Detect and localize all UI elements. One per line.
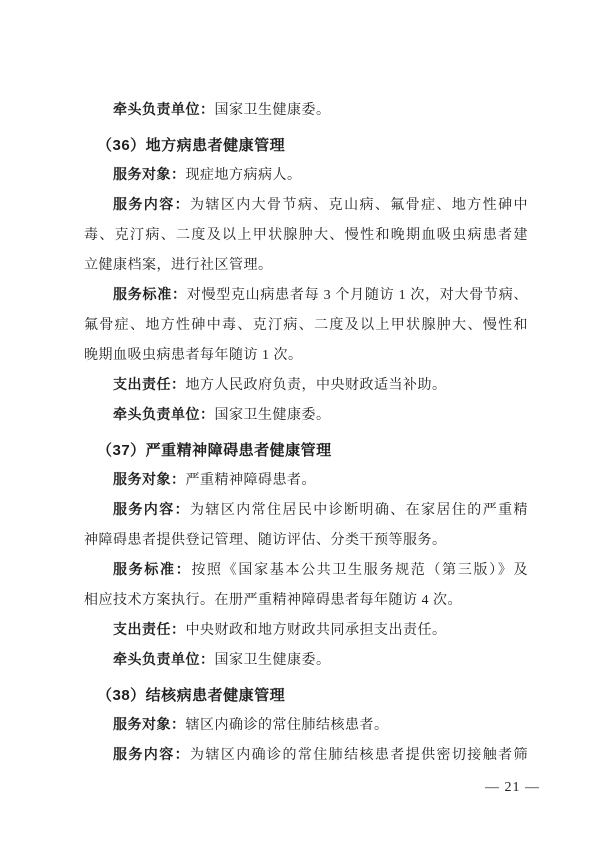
line-text: 现症地方病病人。: [185, 168, 302, 183]
text-line: [84, 586, 528, 616]
field-label: 服务标准：: [113, 288, 187, 303]
line-text: 严重精神障碍患者。: [185, 473, 316, 488]
text-line: [84, 161, 528, 191]
line-text: 为辖区内常住居民中诊断明确、在家居住的严重精: [190, 503, 529, 518]
field-label: 牵头负责单位：: [113, 653, 215, 668]
field-label: 支出责任：: [113, 378, 186, 393]
section-heading-36: （36）地方病患者健康管理: [97, 137, 286, 154]
section-heading-38: （38）结核病患者健康管理: [97, 687, 286, 704]
text-line: [84, 466, 528, 496]
line-text: 氟骨症、地方性砷中毒、克汀病、二度及以上甲状腺肿大、慢性和: [84, 318, 528, 333]
document-body: [84, 96, 528, 771]
page-number: — 21 —: [485, 780, 540, 795]
line-text: 国家卫生健康委。: [214, 653, 331, 668]
text-line: [84, 646, 528, 676]
line-text: 立健康档案，进行社区管理。: [84, 258, 273, 273]
line-text: 地方人民政府负责，中央财政适当补助。: [185, 378, 447, 393]
field-label: 服务标准：: [113, 563, 192, 578]
line-text: 晚期血吸虫病患者每年随访 1 次。: [84, 348, 303, 363]
section-heading-37: （37）严重精神障碍患者健康管理: [97, 442, 332, 459]
line-text: 按照《国家基本公共卫生服务规范（第三版）》及: [191, 563, 529, 578]
text-line: [84, 616, 528, 646]
text-line: [84, 711, 528, 741]
field-label: 服务内容：: [113, 748, 191, 763]
text-line: [84, 191, 528, 221]
field-label: 服务内容：: [113, 198, 191, 213]
line-text: 辖区内确诊的常住肺结核患者。: [185, 718, 389, 733]
line-text: 神障碍患者提供登记管理、随访评估、分类干预等服务。: [84, 533, 447, 548]
text-line: [84, 311, 528, 341]
text-line: [84, 556, 528, 586]
text-line: [84, 281, 528, 311]
line-text: 中央财政和地方财政共同承担支出责任。: [185, 623, 447, 638]
text-line: [84, 341, 528, 371]
text-line: [84, 221, 528, 251]
field-label: 牵头负责单位：: [113, 103, 215, 118]
text-line: [84, 371, 528, 401]
text-line: [84, 96, 528, 126]
text-line: [84, 401, 528, 431]
line-text: 为辖区内大骨节病、克山病、氟骨症、地方性砷中: [190, 198, 529, 213]
text-line: [84, 251, 528, 281]
text-line: [84, 496, 528, 526]
line-text: 国家卫生健康委。: [214, 103, 331, 118]
field-label: 服务对象：: [113, 473, 186, 488]
field-label: 牵头负责单位：: [113, 408, 215, 423]
line-text: 对慢型克山病患者每 3 个月随访 1 次，对大骨节病、: [186, 288, 529, 303]
text-line: [84, 741, 528, 771]
line-text: 毒、克汀病、二度及以上甲状腺肿大、慢性和晚期血吸虫病患者建: [84, 228, 528, 243]
text-line: [84, 526, 528, 556]
field-label: 服务对象：: [113, 718, 186, 733]
field-label: 服务内容：: [113, 503, 191, 518]
line-text: 为辖区内确诊的常住肺结核患者提供密切接触者筛: [190, 748, 529, 763]
line-text: 国家卫生健康委。: [214, 408, 331, 423]
line-text: 相应技术方案执行。在册严重精神障碍患者每年随访 4 次。: [84, 593, 462, 608]
field-label: 服务对象：: [113, 168, 186, 183]
field-label: 支出责任：: [113, 623, 186, 638]
